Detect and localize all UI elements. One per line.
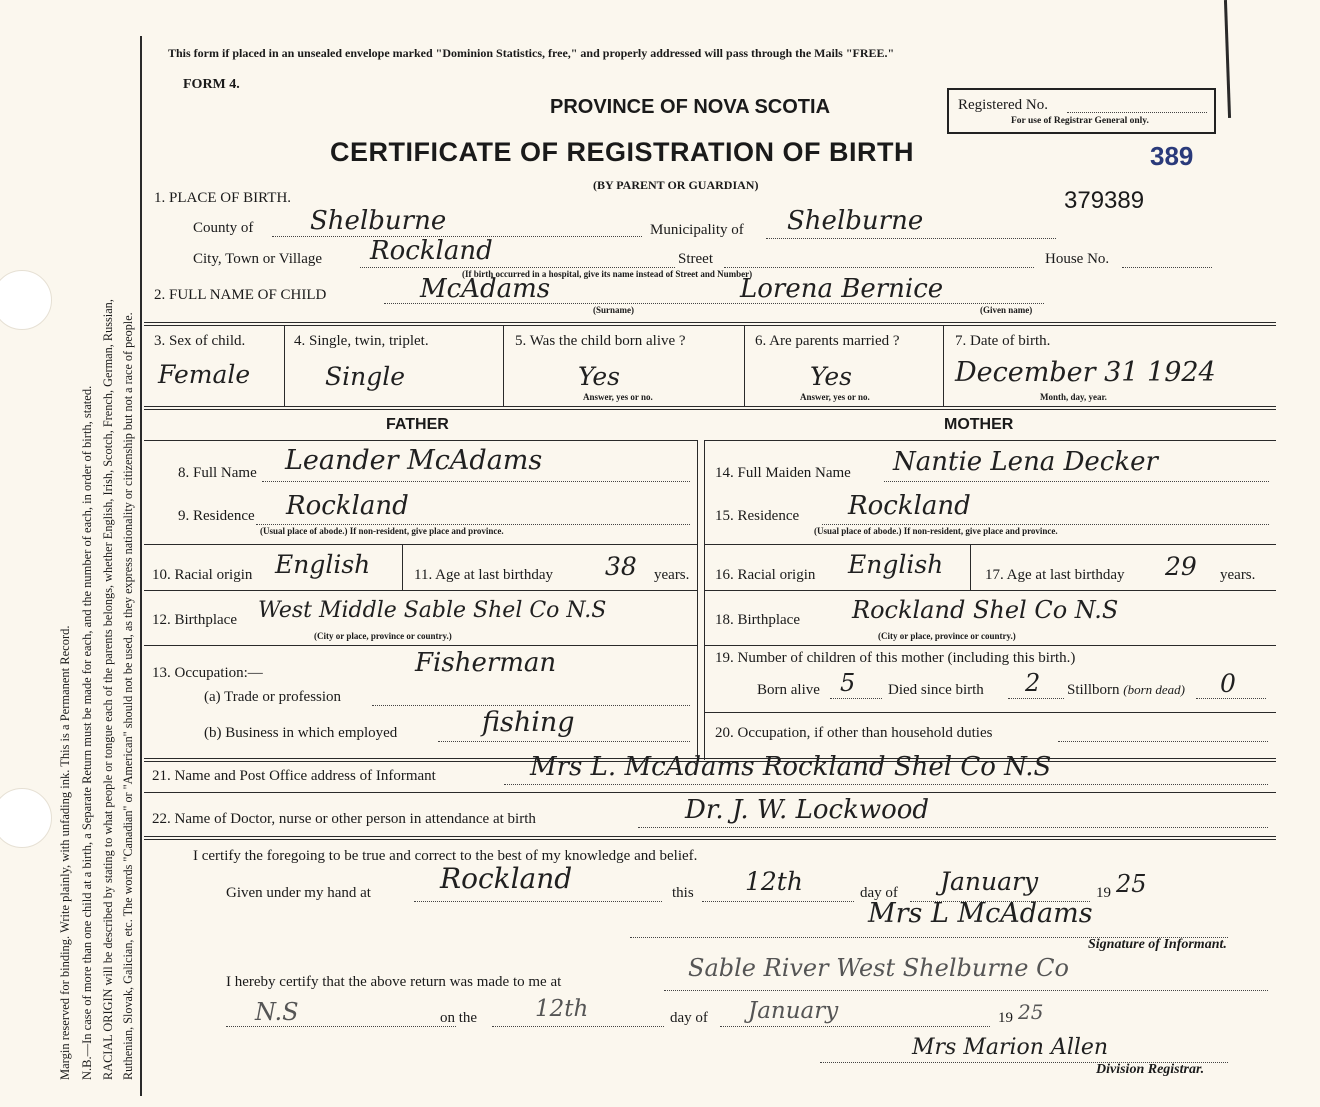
mail-notice-free: "FREE." [845,46,895,60]
mother-birthplace-value: Rockland Shel Co N.S [852,596,1119,624]
rule-doctor-bottom [144,836,1276,837]
ink-stroke [1224,0,1231,118]
registrar-day-of-label: day of [670,1010,708,1026]
certificate-number: 379389 [1064,187,1145,214]
rule-m-racial-bottom [704,590,1276,591]
given-month-value: January [940,867,1039,896]
municipality-line [766,238,1056,239]
mother-residence-note: (Usual place of abode.) If non-resident, give place and province. [814,526,1058,536]
parents-married-label: 6. Are parents married ? [755,333,900,349]
father-age-value: 38 [605,552,637,581]
doctor-label: 22. Name of Doctor, nurse or other person in attendance at birth [152,811,536,827]
rule-f-res-bottom [144,544,697,545]
father-occupation-label: 13. Occupation:— [152,665,263,681]
margin-note-racial-origin-2: Ruthenian, Slovak, Galician, etc. The words "Canadian" or "American" should not be used, as they express nationality or citizenship but not a race of people. [121,312,135,1080]
surname-note: (Surname) [593,305,634,315]
mother-age-label: 17. Age at last birthday [985,567,1125,583]
registrar-place-value: Sable River West Shelburne Co [688,954,1069,982]
informant-signature: Mrs L McAdams [868,898,1093,929]
rule-m-children-bottom [704,712,1276,713]
date-of-birth-value: December 31 1924 [955,357,1216,388]
born-alive-label: 5. Was the child born alive ? [515,333,686,349]
given-name-note: (Given name) [980,305,1033,315]
rule-row3-bottom [144,406,1276,407]
registrar-day-line [492,1026,664,1027]
died-since-birth-line [1008,698,1064,699]
registrar-statement: I hereby certify that the above return was made to me at [226,974,562,990]
mother-birthplace-note: (City or place, province or country.) [878,631,1016,641]
stamp-number: 389 [1150,141,1194,171]
rule-m-birth-bottom [704,645,1276,646]
mother-occupation-label: 20. Occupation, if other than household duties [715,725,993,741]
doctor-value: Dr. J. W. Lockwood [685,795,930,825]
registrar-signature: Mrs Marion Allen [912,1035,1109,1060]
mother-occupation-line [1058,741,1268,742]
father-racial-label: 10. Racial origin [152,567,253,583]
born-alive-count-value: 5 [840,669,856,697]
stillborn-note: (born dead) [1123,682,1186,697]
registered-number-box [947,88,1216,134]
child-surname-value: McAdams [420,274,551,304]
city-line [360,267,675,268]
registrar-year-value: 25 [1018,1000,1044,1024]
father-residence-line [256,524,690,525]
rule-v2 [503,325,504,407]
mother-birthplace-label: 18. Birthplace [715,612,800,628]
rule-f-racial-bottom [144,590,697,591]
binding-hole-top [0,270,52,330]
margin-note-binding: Margin reserved for binding. Write plainly, with unfading ink. This is a Permanent Record. [58,625,72,1080]
mail-notice-text: This form if placed in an unsealed envelope marked "Dominion Statistics, free," and properly addressed will pass through the Mails [168,46,846,60]
rule-f-racial-divider [402,545,403,590]
given-year-value: 25 [1116,870,1147,898]
rule-row3-bottom2 [144,409,1276,410]
given-place-line [414,901,662,902]
born-alive-note: Answer, yes or no. [583,392,653,402]
given-day-line [702,901,854,902]
hospital-note: (If birth occurred in a hospital, give its name instead of Street and Number) [462,269,753,279]
doctor-line [638,827,1268,828]
mother-name-line [884,481,1269,482]
registrar-day-value: 12th [535,996,589,1022]
municipality-label: Municipality of [650,222,744,238]
date-of-birth-label: 7. Date of birth. [955,333,1051,349]
division-registrar-label: Division Registrar. [1096,1062,1205,1077]
parents-married-note: Answer, yes or no. [800,392,870,402]
died-since-birth-value: 2 [1025,669,1041,697]
stillborn-value: 0 [1220,669,1236,698]
form-number: FORM 4. [183,77,240,92]
father-years-label: years. [654,567,690,583]
rule-f-birth-bottom [144,645,697,646]
father-occupation-value: Fisherman [415,648,557,678]
rule-m-racial-divider [970,545,971,590]
father-heading: FATHER [386,416,449,433]
rule-v4 [943,325,944,407]
rule-v3 [744,325,745,407]
province-heading: PROVINCE OF NOVA SCOTIA [550,96,831,118]
father-business-value: fishing [482,707,575,738]
given-day-value: 12th [745,867,803,896]
child-name-label: 2. FULL NAME OF CHILD [154,287,327,303]
plurality-label: 4. Single, twin, triplet. [294,333,429,349]
rule-m-res-bottom [704,544,1276,545]
mother-years-label: years. [1220,567,1256,583]
father-business-line [438,741,690,742]
registrar-month-value: January [748,998,839,1024]
father-racial-value: English [275,550,371,579]
mother-name-label: 14. Full Maiden Name [715,465,851,481]
signature-of-informant-label: Signature of Informant. [1088,937,1227,952]
rule-row3-top2 [144,325,1276,326]
stillborn-label-text: Stillborn [1067,682,1120,698]
mother-children-label: 19. Number of children of this mother (including this birth.) [715,650,1076,666]
stillborn-label [1067,682,1185,699]
sex-value: Female [158,360,251,389]
father-residence-note: (Usual place of abode.) If non-resident, give place and province. [260,526,504,536]
given-this-label: this [672,885,694,901]
rule-heading-bottom-left [144,440,697,441]
rule-doctor-bottom2 [144,839,1276,840]
house-line [1122,267,1212,268]
father-birthplace-note: (City or place, province or country.) [314,631,452,641]
born-alive-count-line [830,698,882,699]
binding-hole-bottom [0,788,52,848]
county-label: County of [193,220,254,236]
margin-note-racial-origin: RACIAL ORIGIN will be described by stating to what people or tongue each of the parents belongs, whether English, Irish, Scotch, French, German, Russian, [101,299,115,1080]
margin-note-multiple-births: N.B.—In case of more than one child at a birth, a Separate Return must be made for each, and the number of each, in order of birth, stated. [80,385,94,1080]
municipality-value: Shelburne [787,206,924,236]
street-label: Street [678,251,713,267]
margin-rule [140,36,142,1096]
stillborn-line [1196,698,1266,699]
father-residence-value: Rockland [286,491,409,521]
registered-number-line [1067,112,1207,113]
rule-informant-bottom [144,792,1276,793]
mother-heading: MOTHER [944,416,1014,433]
city-value: Rockland [370,236,493,266]
father-name-value: Leander McAdams [285,445,543,476]
registrar-on-the-label: on the [440,1010,478,1026]
registrar-use-note: For use of Registrar General only. [1011,116,1149,126]
informant-line [504,784,1268,785]
certify-statement: I certify the foregoing to be true and correct to the best of my knowledge and belief. [193,848,698,864]
rule-row3-top [144,322,1276,323]
father-birthplace-value: West Middle Sable Shel Co N.S [258,598,607,623]
died-since-birth-label: Died since birth [888,682,984,698]
father-trade-line [372,705,690,706]
given-place-value: Rockland [440,862,573,895]
certificate-title: CERTIFICATE OF REGISTRATION OF BIRTH [330,137,914,167]
street-line [724,267,1034,268]
registrar-year-prefix: 19 [998,1010,1013,1026]
mother-racial-label: 16. Racial origin [715,567,816,583]
place-of-birth-label: 1. PLACE OF BIRTH. [154,190,292,206]
registered-number-label: Registered No. [958,97,1048,113]
father-business-label: (b) Business in which employed [204,725,398,741]
mother-racial-value: English [848,550,944,579]
plurality-value: Single [325,362,406,391]
mother-name-value: Nantie Lena Decker [893,447,1158,477]
date-of-birth-note: Month, day, year. [1040,392,1107,402]
father-residence-label: 9. Residence [178,508,255,524]
rule-heading-bottom-right [704,440,1276,441]
mail-notice [168,46,894,61]
mother-residence-label: 15. Residence [715,508,800,524]
father-trade-label: (a) Trade or profession [204,689,342,705]
registrar-place2-line [226,1026,456,1027]
child-given-value: Lorena Bernice [740,274,944,304]
certificate-subtitle: (BY PARENT OR GUARDIAN) [593,178,759,192]
mother-residence-line [822,524,1269,525]
given-year-prefix: 19 [1096,885,1111,901]
county-value: Shelburne [310,206,447,236]
informant-value: Mrs L. McAdams Rockland Shel Co N.S [530,752,1052,782]
registrar-month-line [720,1026,990,1027]
father-name-line [262,481,690,482]
given-day-of-label: day of [860,885,898,901]
sex-label: 3. Sex of child. [154,333,246,349]
parents-married-value: Yes [810,362,852,391]
father-age-label: 11. Age at last birthday [414,567,553,583]
born-alive-count-label: Born alive [757,682,820,698]
registrar-place2-value: N.S [255,998,299,1026]
father-name-label: 8. Full Name [178,465,257,481]
mother-residence-value: Rockland [848,491,971,521]
city-label: City, Town or Village [193,251,323,267]
rule-v1 [284,325,285,407]
house-label: House No. [1045,251,1110,267]
rule-column-divider [697,440,698,760]
mother-age-value: 29 [1165,552,1197,581]
given-under-hand-label: Given under my hand at [226,885,371,901]
born-alive-value: Yes [578,362,620,391]
father-birthplace-label: 12. Birthplace [152,612,237,628]
informant-label: 21. Name and Post Office address of Informant [152,768,436,784]
registrar-place-line [664,990,1268,991]
